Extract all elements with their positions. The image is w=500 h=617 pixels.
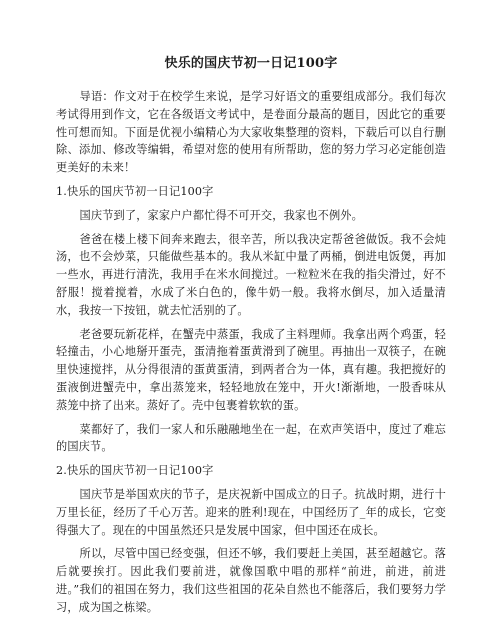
section-1-heading: 1.快乐的国庆节初一日记100字: [56, 184, 214, 198]
intro-paragraph: 导语：作文对于在校学生来说，是学习好语文的重要组成部分。我们每次考试得用到作文，它在各级语文考试中，是卷面分最高的题目，因此它的重要性可想而知。下面是优视小编精心为大家收集整理的资料，下载后可以自行删除、添加、修改等编辑，希望对您的使用有所帮助，您的努力学习必定能创造更美好的未来！: [56, 90, 446, 175]
section-2-paragraph-1: 国庆节是举国欢庆的节子，是庆祝新中国成立的日子。抗战时期，进行十万里长征，经历了千心万苦。迎来的胜利!现在，中国经历了_年的成长，它变得强大了。现在的中国虽然还只是发展中国家，但中国还在成长。: [56, 487, 446, 537]
section-1-paragraph-1: 国庆节到了，家家户户都忙得不可开交，我家也不例外。: [79, 208, 363, 222]
section-1-paragraph-2: 爸爸在楼上楼下间奔来跑去，很辛苦，所以我决定帮爸爸做饭。我不会炖汤，也不会炒菜，只能做些基本的。我从米缸中量了两桶，倒进电饭煲，再加一些水，再进行清洗，我用手在米水间搅过。一粒粒米在我的指尖滑过，好不舒服！搅着搅着，水成了米白色的，像牛奶一般。我将水倒尽，加入适量清水，我按一下按钮，就去忙活别的了。: [56, 232, 446, 317]
section-1-paragraph-4: 菜都好了，我们一家人和乐融融地坐在一起，在欢声笑语中，度过了难忘的国庆节。: [56, 422, 446, 454]
section-2-heading: 2.快乐的国庆节初一日记100字: [56, 464, 214, 478]
section-1-paragraph-3: 老爸要玩新花样，在蟹壳中蒸蛋，我成了主料理师。我拿出两个鸡蛋，轻轻撞击，小心地掰开蛋壳，蛋清拖着蛋黄滑到了碗里。再抽出一双筷子，在碗里快速搅拌，从分得很清的蛋黄蛋清，到两者合为一体，真有趣。我把搅好的蛋液倒进蟹壳中，拿出蒸笼来，轻轻地放在笼中，开火!渐渐地，一股香味从蒸笼中挤了出来。蒸好了。壳中包裹着软软的蛋。: [56, 327, 446, 412]
section-2-paragraph-2: 所以，尽管中国已经变强，但还不够，我们要赶上美国，甚至超越它。落后就要挨打。因此我们要前进，就像国歌中唱的那样“前进，前进，前进进。”我们的祖国在努力，我们这些祖国的花朵自然也不能落后，我们要努力学习，成为国之栋梁。: [56, 547, 446, 614]
document-title: 快乐的国庆节初一日记100字: [164, 56, 338, 71]
